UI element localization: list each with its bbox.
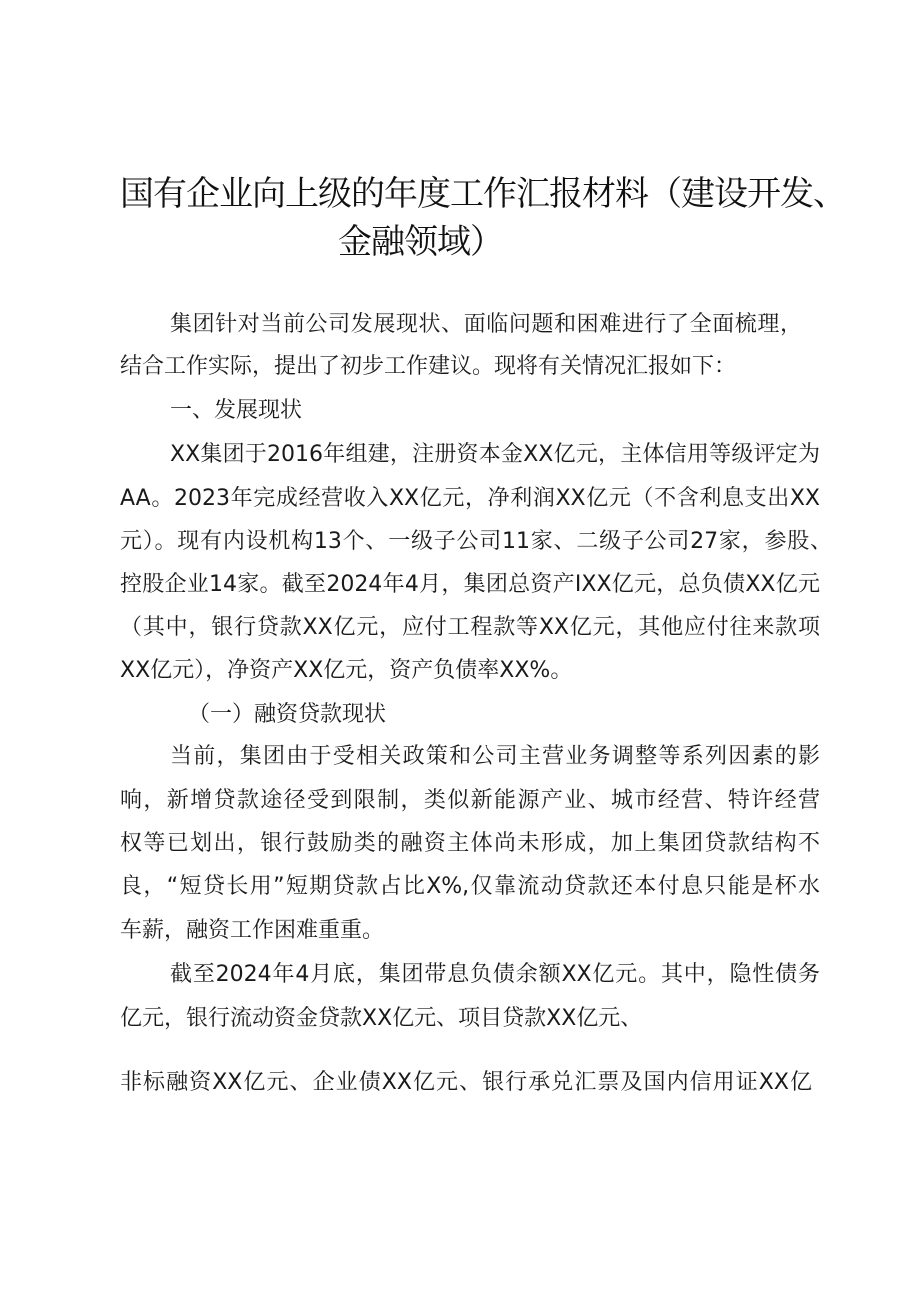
para1-line-5: （其中，银行贷款XX亿元，应付工程款等XX亿元，其他应付往来款项: [120, 615, 820, 640]
para2-line-3: 权等已划出，银行鼓励类的融资主体尚未形成，加上集团贷款结构不: [120, 831, 820, 856]
para2-line-1: 当前，集团由于受相关政策和公司主营业务调整等系列因素的影: [170, 744, 820, 769]
para4-line-1: 非标融资XX亿元、企业债XX亿元、银行承兑汇票及国内信用证XX亿: [120, 1070, 812, 1095]
para1-line-3: 元）。现有内设机构13个、一级子公司11家、二级子公司27家，参股、: [120, 529, 832, 554]
section-heading-development-status: 一、发展现状: [170, 398, 303, 423]
para3-line-2: 亿元，银行流动资金贷款XX亿元、项目贷款XX亿元、: [120, 1006, 643, 1031]
para2-line-2: 响，新增贷款途径受到限制，类似新能源产业、城市经营、特许经营: [120, 788, 820, 813]
para1-line-1: XX集团于2016年组建，注册资本金XX亿元，主体信用等级评定为: [170, 442, 820, 467]
intro-line-1: 集团针对当前公司发展现状、面临问题和困难进行了全面梳理，: [170, 312, 802, 337]
para2-line-5: 车薪，融资工作困难重重。: [120, 918, 385, 943]
document-title-line-2: 金融领域）: [338, 222, 503, 262]
para3-line-1: 截至2024年4月底，集团带息负债余额XX亿元。其中，隐性债务: [170, 962, 820, 987]
document-title-line-1: 国有企业向上级的年度工作汇报材料（建设开发、: [120, 174, 846, 214]
para1-line-4: 控股企业14家。截至2024年4月，集团总资产IXX亿元，总负债XX亿元: [120, 572, 820, 597]
intro-line-2: 结合工作实际，提出了初步工作建议。现将有关情况汇报如下：: [120, 354, 737, 379]
para1-line-6: XX亿元），净资产XX亿元，资产负债率XX%。: [120, 658, 573, 683]
para1-line-2: AA。2023年完成经营收入XX亿元，净利润XX亿元（不含利息支出XX: [120, 486, 820, 511]
para2-line-4: 良，“短贷长用”短期贷款占比X%,仅靠流动贷款还本付息只能是杯水: [120, 874, 820, 899]
subsection-heading-financing: （一）融资贷款现状: [188, 702, 387, 727]
